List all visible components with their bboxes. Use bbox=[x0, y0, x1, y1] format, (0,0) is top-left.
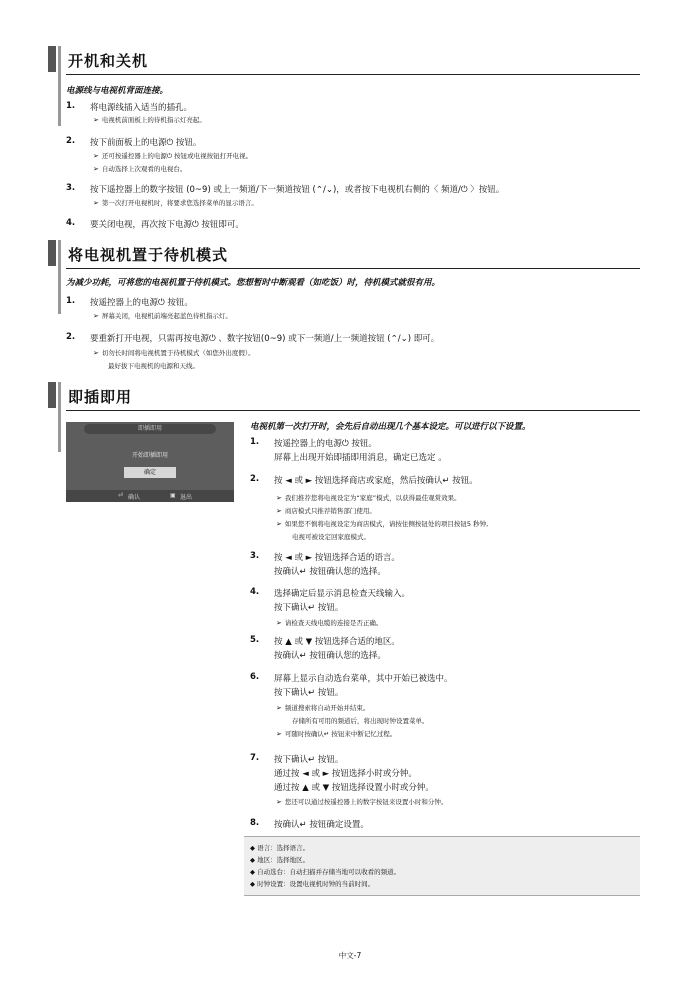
step-note: ➢ 我们推荐您将电视设定为“家庭”模式，以获得最佳观赏效果。 bbox=[276, 494, 461, 502]
step-note-extra: 最好拔下电视机的电源和天线。 bbox=[108, 362, 199, 370]
section-marker bbox=[48, 240, 56, 266]
step-number: 1. bbox=[66, 101, 76, 111]
step-note: ➢ 请检查天线电缆的连接是否正确。 bbox=[276, 619, 383, 627]
step-number: 7. bbox=[250, 753, 260, 763]
step-text: 按遥控器上的电源⏻ 按钮。 bbox=[90, 298, 193, 308]
step-note: ➢ 切勿长时间将电视机置于待机模式（如您外出度假）。 bbox=[93, 349, 255, 357]
step-text: 通过按 ◄ 或 ► 按钮选择小时或分钟。 bbox=[274, 769, 417, 779]
step-number: 3. bbox=[66, 183, 76, 193]
step-note-extra: 存储所有可用的频道后，将出现时钟设置菜单。 bbox=[292, 717, 429, 725]
step-text: 按下确认↵ 按钮。 bbox=[274, 755, 344, 765]
step-text: 选择确定后显示消息检查天线输入。 bbox=[274, 589, 411, 599]
step-note: ➢ 自动选择上次观看的电视台。 bbox=[93, 165, 187, 173]
ok-button: 确定 bbox=[124, 467, 176, 478]
note-item: ◆ 自动选台：自动扫描并存储当地可以收看的频道。 bbox=[250, 868, 401, 876]
screen-footer bbox=[66, 490, 234, 502]
footer-confirm: 确认 bbox=[128, 494, 141, 501]
step-number: 2. bbox=[66, 332, 76, 342]
step-number: 4. bbox=[250, 587, 260, 597]
step-number: 4. bbox=[66, 218, 76, 228]
step-number: 1. bbox=[66, 296, 76, 306]
step-number: 5. bbox=[250, 635, 260, 645]
step-text: 屏幕上出现开始即插即用消息，确定已选定 。 bbox=[274, 453, 447, 463]
step-text: 按确认↵ 按钮确定设置。 bbox=[274, 820, 369, 830]
divider bbox=[66, 410, 640, 411]
step-text: 要关闭电视，再次按下电源⏻ 按钮即可。 bbox=[90, 220, 244, 230]
step-number: 6. bbox=[250, 672, 260, 682]
section-title-plug-and-play: 即插即用 bbox=[68, 388, 133, 406]
section-marker bbox=[48, 382, 56, 408]
note-item: ◆ 时钟设置：设置电视机时钟的当前时间。 bbox=[250, 880, 375, 888]
step-text: 通过按 ▲ 或 ▼ 按钮选择设置小时或分钟。 bbox=[274, 783, 434, 793]
section-marker-line bbox=[58, 46, 61, 126]
section-intro: 为减少功耗，可将您的电视机置于待机模式。您想暂时中断观看（如吃饭）时，待机模式就很有用。 bbox=[66, 278, 441, 288]
step-note: ➢ 可随时按确认↵ 按钮来中断记忆过程。 bbox=[276, 730, 397, 738]
step-number: 2. bbox=[66, 136, 76, 146]
footer-exit: 退出 bbox=[180, 494, 193, 501]
step-text: 按下确认↵ 按钮。 bbox=[274, 688, 344, 698]
step-number: 1. bbox=[250, 437, 260, 447]
step-text: 按确认↵ 按钮确认您的选择。 bbox=[274, 651, 386, 661]
step-text: 按遥控器上的电源⏻ 按钮。 bbox=[274, 439, 377, 449]
step-note: ➢ 电视机前面板上的待机指示灯亮起。 bbox=[93, 116, 206, 124]
step-number: 2. bbox=[250, 474, 260, 484]
divider bbox=[66, 268, 640, 269]
section-title-power: 开机和关机 bbox=[68, 52, 149, 70]
section-title-standby: 将电视机置于待机模式 bbox=[68, 246, 229, 264]
section-intro: 电源线与电视机背面连接。 bbox=[66, 86, 169, 96]
notes-box bbox=[244, 836, 640, 896]
enter-icon: ⏎ bbox=[118, 492, 124, 499]
step-text: 屏幕上显示自动选台菜单，其中开始已被选中。 bbox=[274, 674, 453, 684]
step-text: 按确认↵ 按钮确认您的选择。 bbox=[274, 567, 386, 577]
step-note: ➢ 您还可以通过按遥控器上的数字按钮来设置小时和分钟。 bbox=[276, 798, 448, 806]
step-text: 按下遥控器上的数字按钮 (0~9) 或上一频道/下一频道按钮 (⌃/⌄)，或者按下电视机右侧的〈 频道/⏻ 〉按钮。 bbox=[90, 185, 505, 195]
section-marker-line bbox=[58, 240, 61, 314]
section-marker-line bbox=[58, 382, 61, 452]
step-text: 按 ▲ 或 ▼ 按钮选择合适的地区。 bbox=[274, 637, 400, 647]
section-intro: 电视机第一次打开时，会先后自动出现几个基本设定。可以进行以下设置。 bbox=[250, 422, 531, 432]
step-note-extra: 电视可被设定回家庭模式。 bbox=[292, 533, 370, 541]
step-text: 按 ◄ 或 ► 按钮选择合适的语言。 bbox=[274, 553, 400, 563]
step-note: ➢ 商店模式只推荐销售部门使用。 bbox=[276, 507, 376, 515]
tv-screen-illustration bbox=[66, 422, 234, 502]
step-note: ➢ 如果您不慎将电视设定为商店模式，请按住侧按钮处的项目按钮5 秒钟, bbox=[276, 520, 489, 528]
page-number: 中文-7 bbox=[338, 951, 362, 960]
step-note: ➢ 频道搜索将自动开始并结束。 bbox=[276, 704, 370, 712]
section-marker bbox=[48, 46, 56, 72]
menu-icon: ▣ bbox=[170, 492, 176, 499]
step-number: 3. bbox=[250, 551, 260, 561]
divider bbox=[66, 74, 640, 75]
step-note: ➢ 第一次打开电视机时，将要求您选择菜单的显示语言。 bbox=[93, 199, 258, 207]
step-number: 8. bbox=[250, 818, 260, 828]
step-text: 将电源线插入适当的插孔。 bbox=[90, 103, 193, 113]
note-item: ◆ 语言：选择语言。 bbox=[250, 844, 310, 852]
screen-title: 即插即用 bbox=[84, 424, 216, 434]
step-text: 按下前面板上的电源⏻ 按钮。 bbox=[90, 138, 202, 148]
step-text: 按 ◄ 或 ► 按钮选择商店或家庭，然后按确认↵ 按钮。 bbox=[274, 476, 478, 486]
step-note: ➢ 屏幕关闭，电视机前端亮起蓝色待机指示灯。 bbox=[93, 312, 232, 320]
note-item: ◆ 地区：选择地区。 bbox=[250, 856, 310, 864]
screen-message: 开始即插即用 bbox=[131, 452, 168, 459]
step-text: 要重新打开电视，只需再按电源⏻ 、数字按钮(0~9) 或下一频道/上一频道按钮 (⌃/⌄) 即可。 bbox=[90, 334, 440, 344]
step-note: ➢ 还可按遥控器上的电源⏻ 按钮或电视按钮打开电视。 bbox=[93, 152, 253, 160]
step-text: 按下确认↵ 按钮。 bbox=[274, 603, 344, 613]
